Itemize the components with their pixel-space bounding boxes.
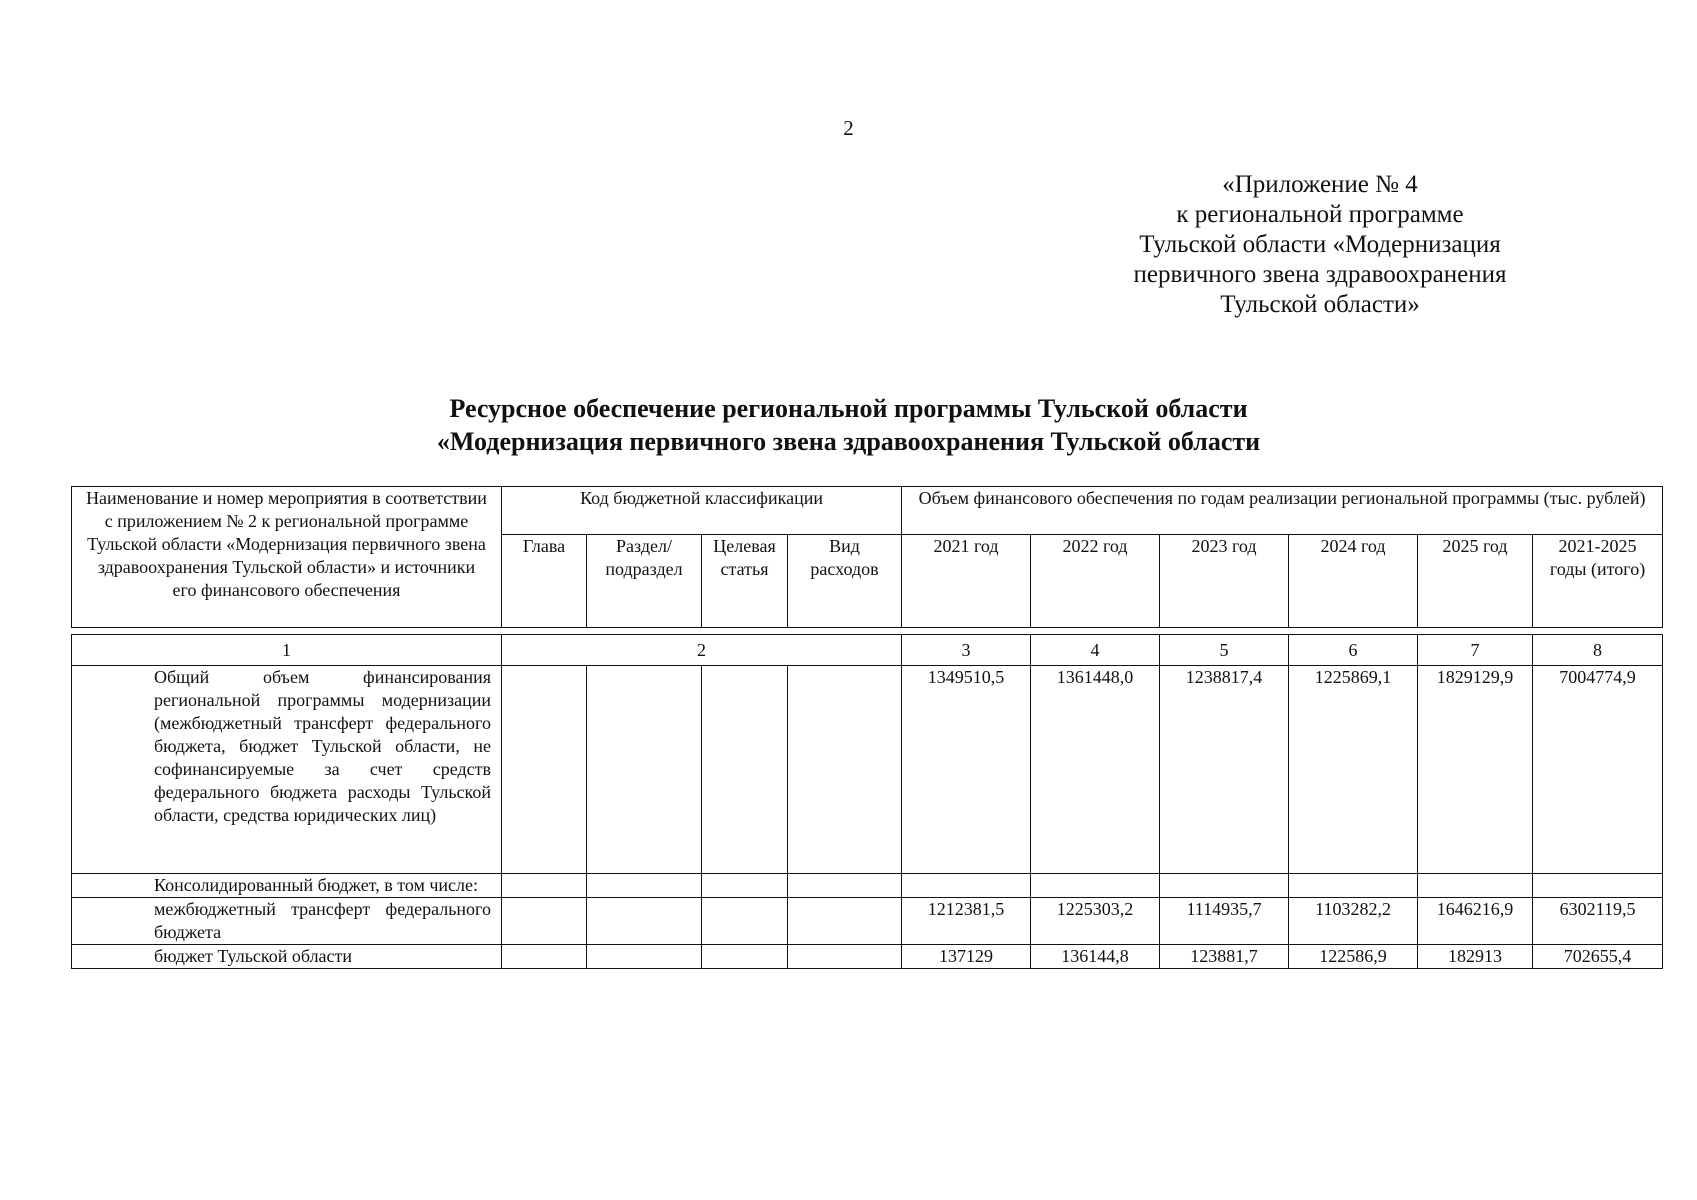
column-number: 7 bbox=[1418, 635, 1533, 666]
table-cell: 1225869,1 bbox=[1289, 666, 1418, 874]
name-column-header: Наименование и номер мероприятия в соответствии с приложением № 2 к региональной программе Тульской области «Модернизация первичного звена здравоохранения Тульской области» и источники его финансового обеспечения bbox=[72, 487, 502, 628]
table-cell: 136144,8 bbox=[1031, 945, 1160, 969]
column-number: 4 bbox=[1031, 635, 1160, 666]
table-cell: 1212381,5 bbox=[902, 898, 1031, 945]
table-row bbox=[72, 666, 1663, 874]
table-cell bbox=[1418, 874, 1533, 898]
table-row bbox=[72, 945, 1663, 969]
table-cell bbox=[1160, 874, 1289, 898]
table-cell: 7004774,9 bbox=[1533, 666, 1663, 874]
table-cell: 1349510,5 bbox=[902, 666, 1031, 874]
table-cell: 123881,7 bbox=[1160, 945, 1289, 969]
title-line: Ресурсное обеспечение региональной программы Тульской области bbox=[449, 394, 1248, 423]
table-cell bbox=[1289, 874, 1418, 898]
code-column-header: Глава bbox=[502, 534, 587, 627]
spacer-row bbox=[72, 628, 1663, 635]
table-cell: 702655,4 bbox=[1533, 945, 1663, 969]
column-number: 8 bbox=[1533, 635, 1663, 666]
table-cell: 1361448,0 bbox=[1031, 666, 1160, 874]
row-label: межбюджетный трансферт федерального бюджета bbox=[72, 898, 502, 945]
financing-table bbox=[71, 486, 1663, 969]
year-column-header: 2021-2025 годы (итого) bbox=[1533, 534, 1663, 627]
column-number: 6 bbox=[1289, 635, 1418, 666]
table-cell: 137129 bbox=[902, 945, 1031, 969]
year-column-header: 2021 год bbox=[902, 534, 1031, 627]
table-cell: 1238817,4 bbox=[1160, 666, 1289, 874]
row-label: Консолидированный бюджет, в том числе: bbox=[72, 874, 502, 898]
column-number: 5 bbox=[1160, 635, 1289, 666]
table-cell: 1646216,9 bbox=[1418, 898, 1533, 945]
budget-code-header: Код бюджетной классификации bbox=[502, 487, 902, 535]
appendix-line: к региональной программе bbox=[1176, 201, 1464, 228]
code-column-header: Вид расходов bbox=[788, 534, 902, 627]
financing-volume-header: Объем финансового обеспечения по годам реализации региональной программы (тыс. рублей) bbox=[902, 487, 1663, 535]
appendix-line: Тульской области» bbox=[1220, 291, 1420, 318]
column-number-row bbox=[72, 635, 1663, 666]
year-column-header: 2024 год bbox=[1289, 534, 1418, 627]
appendix-line: первичного звена здравоохранения bbox=[1133, 261, 1507, 288]
table-cell: 122586,9 bbox=[1289, 945, 1418, 969]
column-number: 3 bbox=[902, 635, 1031, 666]
year-column-header: 2023 год bbox=[1160, 534, 1289, 627]
table-cell: 182913 bbox=[1418, 945, 1533, 969]
table-cell: 1103282,2 bbox=[1289, 898, 1418, 945]
table-cell: 1114935,7 bbox=[1160, 898, 1289, 945]
code-column-header: Раздел/ подраздел bbox=[587, 534, 702, 627]
table-cell bbox=[1533, 874, 1663, 898]
table-cell: 1225303,2 bbox=[1031, 898, 1160, 945]
table-cell: 1829129,9 bbox=[1418, 666, 1533, 874]
appendix-block bbox=[1080, 170, 1560, 320]
appendix-line: «Приложение № 4 bbox=[1222, 171, 1418, 198]
header-row bbox=[72, 487, 1663, 535]
column-number: 1 bbox=[72, 635, 502, 666]
year-column-header: 2025 год bbox=[1418, 534, 1533, 627]
table-row bbox=[72, 898, 1663, 945]
page-number: 2 bbox=[843, 116, 854, 140]
row-label: бюджет Тульской области bbox=[72, 945, 502, 969]
table-row bbox=[72, 874, 1663, 898]
year-column-header: 2022 год bbox=[1031, 534, 1160, 627]
table-cell bbox=[1031, 874, 1160, 898]
column-number: 2 bbox=[502, 635, 902, 666]
document-title bbox=[0, 392, 1697, 458]
appendix-line: Тульской области «Модернизация bbox=[1139, 231, 1501, 258]
table-cell bbox=[902, 874, 1031, 898]
code-column-header: Целевая статья bbox=[702, 534, 788, 627]
title-line: «Модернизация первичного звена здравоохранения Тульской области bbox=[436, 427, 1261, 456]
row-label: Общий объем финансирования региональной программы модернизации (межбюджетный трансферт федерального бюджета, бюджет Тульской области, не софинансируемые за счет средств федерального бюджета расходы Тульской области, средства юридических лиц) bbox=[72, 666, 502, 874]
table-cell: 6302119,5 bbox=[1533, 898, 1663, 945]
